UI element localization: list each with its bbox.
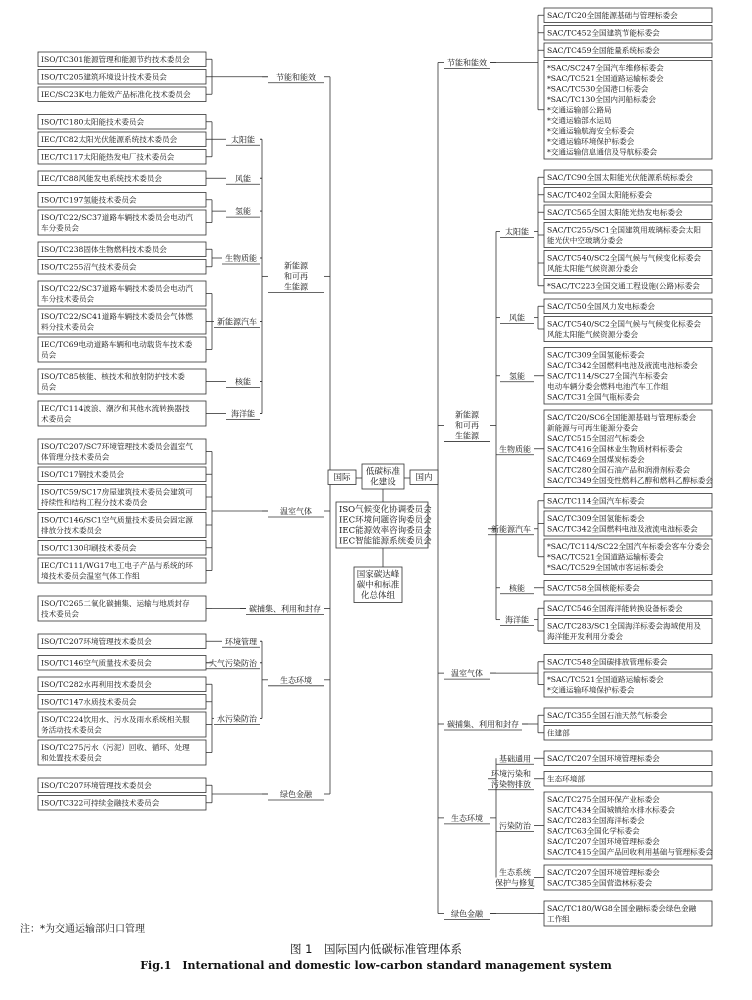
international-node — [328, 470, 356, 485]
right-category-4 — [444, 813, 490, 824]
box-text: ISO/TC275污水（污泥）回收、循环、处理 — [41, 742, 190, 752]
box-text: *SAC/TC530全国港口标委会 — [547, 84, 649, 94]
box-text: 低碳标准 — [365, 466, 401, 477]
box-text: *交通运输部公路局 — [547, 105, 612, 115]
box-text: 车分委员会 — [41, 223, 79, 233]
box-text: 电动车辆分委会燃料电池汽车工作组 — [547, 381, 669, 391]
box-text: SAC/TC548全国碳排放管理标委会 — [547, 657, 668, 667]
right-standard-box — [544, 61, 712, 160]
box-text: 车分技术委员会 — [41, 294, 95, 304]
box-text: SAC/TC469全国煤炭标委会 — [547, 454, 645, 464]
box-text: SAC/TC540/SC2全国气候与气候变化标委会 — [547, 319, 701, 329]
left-standard-box — [38, 558, 206, 583]
right-subcategory-1-6 — [500, 615, 534, 626]
left-standard-box — [38, 132, 206, 147]
label-text: 生态系统 — [499, 868, 531, 877]
box-text: IEC环境问题咨询委员会 — [339, 515, 432, 526]
box-text: SAC/TC515全国沼气标委会 — [547, 433, 645, 443]
left-standard-box — [38, 634, 206, 649]
right-subcategory-1-3 — [496, 444, 534, 455]
box-text: *交通运输航海安全标委会 — [547, 126, 635, 136]
label-text: 温室气体 — [280, 507, 312, 516]
box-text: SAC/TC283/SC1全国海洋标委会海域使用及 — [547, 621, 701, 631]
left-subcategory-1-1 — [226, 173, 260, 184]
left-category-1 — [268, 260, 324, 292]
box-text: SAC/TC434全国城镇给水排水标委会 — [547, 805, 675, 815]
right-category-2 — [444, 668, 490, 679]
footnote: 注：*为交通运输部归口管理 — [20, 924, 145, 935]
box-text: ISO/TC85核能、核技术和放射防护技术委 — [41, 371, 185, 381]
box-text: 术委员会 — [41, 414, 72, 424]
label-text: 生态环境 — [451, 813, 483, 823]
box-text: 技术委员会 — [41, 609, 79, 619]
box-text: ISO/TC265二氧化碳捕集、运输与地质封存 — [41, 598, 190, 608]
box-text: SAC/TC180/WG8全国金融标委会绿色金融 — [547, 903, 697, 913]
label-text: 风能 — [509, 313, 525, 323]
box-text: ISO/TC17钢技术委员会 — [41, 469, 125, 479]
right-category-0 — [444, 58, 490, 69]
box-text: 海洋能开发利用分委会 — [547, 631, 623, 641]
box-text: SAC/TC255/SC1全国建筑用玻璃标委会太阳 — [547, 225, 701, 235]
label-text: 和可再 — [284, 271, 308, 281]
left-standard-box — [38, 712, 206, 737]
label-text: 新能源 — [455, 410, 479, 420]
box-text: *交通运输部水运局 — [547, 115, 612, 125]
box-text: SAC/TC415全国产品回收利用基础与管理标委会 — [547, 847, 713, 857]
right-standard-box — [544, 792, 713, 859]
box-text: IEC/TC114波浪、潮汐和其他水流转换器技 — [41, 403, 190, 413]
right-standard-box — [544, 170, 712, 185]
right-subcategory-1-2 — [500, 371, 534, 382]
left-standard-box — [38, 337, 206, 362]
label-text: 新能源汽车 — [217, 317, 257, 327]
box-text: ISO/TC207/SC7环境管理技术委员会温室气 — [41, 441, 193, 451]
box-text: ISO/TC22/SC37道路车辆技术委员会电动汽 — [41, 212, 193, 222]
box-text: 住建部 — [547, 728, 570, 738]
left-subcategory-1-0 — [226, 134, 260, 145]
right-standard-box — [544, 188, 712, 203]
box-text: 排放分技术委员会 — [41, 525, 102, 535]
label-text: 绿色金融 — [451, 909, 483, 919]
label-text: 环境污染和 — [491, 769, 531, 779]
right-standard-box — [544, 494, 712, 509]
box-text: SAC/TC207全国环境管理标委会 — [547, 753, 660, 763]
left-standard-box — [38, 70, 206, 85]
left-standard-box — [38, 541, 206, 556]
box-text: ISO气候变化协调委员会 — [339, 504, 432, 515]
box-text: IEC/TC117太阳能热发电厂技术委员会 — [41, 152, 175, 162]
right-standard-box — [544, 772, 712, 787]
box-text: *SAC/TC130全国内河船标委会 — [547, 94, 656, 104]
left-standard-box — [38, 260, 206, 275]
right-standard-box — [544, 708, 712, 723]
right-standard-box — [544, 299, 712, 314]
left-category-5 — [268, 789, 324, 800]
left-standard-box — [38, 596, 206, 621]
box-text: SAC/TC452全国建筑节能标委会 — [547, 28, 660, 38]
label-text: 污染防治 — [499, 821, 531, 831]
box-text: 碳中和标准 — [356, 580, 400, 591]
label-text: 新能源 — [284, 261, 308, 271]
box-text: *交通运输环境保护标委会 — [547, 685, 635, 695]
label-text: 生态环境 — [280, 675, 312, 685]
box-text: SAC/TC565全国太阳能光热发电标委会 — [547, 207, 683, 217]
right-subcategory-4-1 — [488, 768, 534, 790]
left-category-2 — [268, 506, 324, 517]
label-text: 大气污染防治 — [209, 658, 257, 668]
left-subcategory-4-0 — [222, 636, 260, 647]
box-text: SAC/TC385全国营造林标委会 — [547, 878, 653, 888]
box-text: *交通运输环境保护标委会 — [547, 136, 635, 146]
box-text: ISO/TC322可持续金融技术委员会 — [41, 798, 160, 808]
left-standard-box — [38, 656, 206, 671]
box-text: SAC/TC309全国氢能标委会 — [547, 513, 645, 523]
right-standard-box — [544, 751, 712, 766]
box-text: 化建设 — [370, 477, 396, 488]
box-text: ISO/TC301能源管理和能源节约技术委员会 — [41, 54, 190, 64]
box-text: 持续性和结构工程分技术委员会 — [41, 497, 148, 507]
domestic-node — [410, 470, 438, 485]
left-standard-box — [38, 401, 206, 426]
box-text: SAC/TC540/SC2全国气候与气候变化标委会 — [547, 253, 701, 263]
figure-caption-en: Fig.1 International and domestic low-carbon standard management system — [140, 959, 612, 972]
label-text: 保护与修复 — [495, 878, 535, 888]
box-text: SAC/TC402全国太阳能标委会 — [547, 190, 653, 200]
box-text: SAC/TC114/SC27全国汽车标委会 — [547, 371, 668, 381]
box-text: 风能太阳能气候资源分委会 — [547, 263, 639, 273]
left-standard-box — [38, 309, 206, 334]
right-standard-box — [544, 511, 712, 536]
box-text: IEC智能能源系统委员会 — [339, 536, 432, 547]
right-standard-box — [544, 539, 712, 575]
box-text: ISO/TC282水再利用技术委员会 — [41, 679, 152, 689]
right-category-3 — [444, 719, 522, 730]
box-text: 风能太阳能气候资源分委会 — [547, 329, 639, 339]
box-text: SAC/TC207全国环境管理标委会 — [547, 867, 660, 877]
box-text: 新能源与可再生能源分委会 — [547, 423, 639, 433]
label-text: 基础通用 — [499, 754, 531, 764]
right-standard-box — [544, 672, 712, 697]
left-standard-box — [38, 467, 206, 482]
box-text: ISO/TC255沼气技术委员会 — [41, 262, 137, 272]
right-standard-box — [544, 348, 712, 405]
right-standard-box — [544, 619, 712, 644]
box-text: SAC/TC50全国风力发电标委会 — [547, 301, 655, 311]
box-text: IEC/TC69电动道路车辆和电动载货车技术委 — [41, 339, 193, 349]
box-text: SAC/TC31全国气瓶标委会 — [547, 392, 640, 402]
label-text: 生能源 — [455, 431, 479, 441]
box-text: *SAC/TC114/SC22全国汽车标委会客车分委会 — [547, 541, 710, 551]
box-text: ISO/TC130印刷技术委员会 — [41, 543, 137, 553]
label-text: 海洋能 — [231, 409, 255, 419]
right-subcategory-1-4 — [488, 524, 534, 535]
box-text: ISO/TC147水质技术委员会 — [41, 697, 137, 707]
box-text: SAC/TC20全国能源基础与管理标委会 — [547, 10, 678, 20]
box-text: 体管理分技术委员会 — [41, 452, 110, 462]
box-text: *SAC/TC521全国道路运输标委会 — [547, 552, 664, 562]
left-subcategory-1-6 — [226, 409, 260, 420]
left-standard-box — [38, 115, 206, 130]
right-standard-box — [544, 8, 712, 23]
box-text: ISO/TC224饮用水、污水及雨水系统相关服 — [41, 714, 190, 724]
right-standard-box — [544, 317, 712, 342]
left-standard-box — [38, 740, 206, 765]
right-standard-box — [544, 581, 712, 596]
left-subcategory-1-3 — [222, 253, 260, 264]
box-text: SAC/TC90全国太阳能光伏能源系统标委会 — [547, 172, 693, 182]
left-subcategory-1-2 — [226, 206, 260, 217]
right-standard-box — [544, 251, 712, 276]
box-text: IEC/TC111/WG17电工电子产品与系统的环 — [41, 560, 193, 570]
box-text: IEC/TC88风能发电系统技术委员会 — [41, 173, 162, 183]
box-text: *SAC/SC247全国汽车维修标委会 — [547, 63, 664, 73]
label-text: 海洋能 — [505, 615, 529, 625]
right-standard-box — [544, 601, 712, 616]
box-text: SAC/TC309全国氢能标委会 — [547, 350, 645, 360]
right-standard-box — [544, 655, 712, 670]
box-text: 国家碳达峰 — [356, 569, 400, 580]
left-standard-box — [38, 87, 206, 102]
box-text: 务活动技术委员会 — [41, 725, 102, 735]
label-text: 污染物排放 — [491, 779, 531, 789]
label-text: 节能和能效 — [276, 72, 316, 82]
right-standard-box — [544, 26, 712, 41]
right-standard-box — [544, 43, 712, 58]
left-standard-box — [38, 439, 206, 464]
left-subcategory-4-1 — [206, 658, 260, 669]
box-text: IEC/TC82太阳光伏能源系统技术委员会 — [41, 134, 178, 144]
left-standard-box — [38, 242, 206, 257]
left-subcategory-1-5 — [226, 377, 260, 388]
right-standard-box — [544, 726, 712, 741]
left-standard-box — [38, 193, 206, 208]
box-text: 工作组 — [547, 914, 570, 924]
box-text: SAC/TC342全国燃料电池及液流电池标委会 — [547, 360, 698, 370]
box-text: 境技术委员会温室气体工作组 — [41, 571, 140, 581]
box-text: SAC/TC355全国石油天然气标委会 — [547, 710, 668, 720]
figure-caption-cn: 图 1 国际国内低碳标准管理体系 — [290, 942, 462, 956]
box-text: ISO/TC59/SC17房屋建筑技术委员会建筑可 — [41, 487, 193, 497]
label-text: 节能和能效 — [447, 58, 487, 68]
left-category-0 — [268, 72, 324, 83]
box-text: 生态环境部 — [547, 774, 585, 784]
box-text: ISO/TC207环境管理技术委员会 — [41, 636, 152, 646]
box-text: *交通运输信息通信及导航标委会 — [547, 147, 658, 157]
box-text: SAC/TC63全国化学标委会 — [547, 826, 640, 836]
box-text: IEC能源效率咨询委员会 — [339, 525, 432, 536]
box-text: SAC/TC342全国燃料电池及液流电池标委会 — [547, 524, 698, 534]
right-subcategory-4-0 — [496, 753, 534, 764]
right-category-5 — [444, 909, 490, 920]
box-text: SAC/TC275全国环保产业标委会 — [547, 794, 660, 804]
label-text: 氢能 — [509, 371, 525, 381]
right-standard-box — [544, 901, 712, 926]
right-subcategory-4-3 — [495, 867, 535, 889]
label-text: 太阳能 — [505, 227, 529, 237]
label-text: 核能 — [235, 377, 251, 387]
right-standard-box — [544, 410, 713, 488]
right-standard-box — [544, 223, 712, 248]
box-text: 员会 — [41, 382, 57, 392]
left-standard-box — [38, 796, 206, 811]
box-text: 国际 — [333, 472, 351, 483]
left-standard-box — [38, 695, 206, 710]
box-text: 能光伏中空玻璃分委会 — [547, 235, 623, 245]
box-text: 化总体组 — [360, 590, 396, 601]
box-text: 料分技术委员会 — [41, 322, 95, 332]
box-text: SAC/TC58全国核能标委会 — [547, 583, 640, 593]
box-text: *SAC/TC521全国道路运输标委会 — [547, 73, 664, 83]
box-text: 国内 — [415, 472, 433, 483]
box-text: SAC/TC349全国变性燃料乙醇和燃料乙醇标委会 — [547, 475, 713, 485]
label-text: 水污染防治 — [217, 714, 257, 724]
box-text: ISO/TC238固体生物燃料技术委员会 — [41, 244, 167, 254]
box-text: ISO/TC205建筑环境设计技术委员会 — [41, 72, 167, 82]
left-standard-box — [38, 52, 206, 67]
left-standard-box — [38, 778, 206, 793]
box-text: ISO/TC146空气质量技术委员会 — [41, 658, 152, 668]
label-text: 生能源 — [284, 282, 308, 292]
label-text: 氢能 — [235, 207, 251, 217]
left-standard-box — [38, 369, 206, 394]
right-subcategory-1-1 — [500, 313, 534, 324]
box-text: SAC/TC459全国能量系统标委会 — [547, 45, 660, 55]
label-text: 太阳能 — [231, 135, 255, 145]
box-text: ISO/TC146/SC1空气质量技术委员会固定源 — [41, 515, 193, 525]
left-standard-box — [38, 171, 206, 186]
label-text: 碳捕集、利用和封存 — [447, 720, 519, 729]
box-text: *SAC/TC223全国交通工程设施(公路)标委会 — [547, 281, 700, 291]
box-text: *SAC/TC521全国道路运输标委会 — [547, 674, 664, 684]
left-standard-box — [38, 281, 206, 306]
box-text: SAC/TC280全国石油产品和润滑剂标委会 — [547, 465, 691, 475]
box-text: ISO/TC180太阳能技术委员会 — [41, 117, 145, 127]
label-text: 绿色金融 — [280, 790, 312, 799]
national-carbon-peak-neutrality-group — [354, 567, 402, 603]
box-text: ISO/TC22/SC37道路车辆技术委员会电动汽 — [41, 283, 193, 293]
right-category-1 — [444, 410, 490, 442]
right-standard-box — [544, 865, 712, 890]
box-text: *SAC/TC529全国城市客运标委会 — [547, 562, 664, 572]
low-carbon-standardization-node — [362, 464, 404, 489]
left-subcategory-1-4 — [214, 317, 260, 328]
label-text: 环境管理 — [225, 637, 257, 647]
right-subcategory-1-5 — [500, 583, 534, 594]
left-standard-box — [38, 513, 206, 538]
box-text: ISO/TC22/SC41道路车辆技术委员会气体燃 — [41, 311, 193, 321]
label-text: 风能 — [235, 174, 251, 184]
box-text: IEC/SC23K电力能效产品标准化技术委员会 — [41, 89, 191, 99]
left-standard-box — [38, 150, 206, 165]
label-text: 和可再 — [455, 421, 479, 431]
label-text: 核能 — [509, 583, 525, 593]
right-standard-box — [544, 279, 712, 294]
right-subcategory-1-0 — [500, 227, 534, 238]
box-text: SAC/TC20/SC6全国能源基础与管理标委会 — [547, 412, 697, 422]
box-text: SAC/TC283全国海洋标委会 — [547, 815, 645, 825]
label-text: 生物质能 — [499, 444, 531, 454]
label-text: 碳捕集、利用和封存 — [249, 604, 321, 614]
box-text: SAC/TC114全国汽车标委会 — [547, 496, 645, 506]
label-text: 新能源汽车 — [491, 524, 531, 534]
box-text: ISO/TC197氢能技术委员会 — [41, 195, 137, 205]
right-subcategory-4-2 — [496, 821, 534, 832]
box-text: SAC/TC207全国环境管理标委会 — [547, 836, 660, 846]
left-subcategory-4-2 — [214, 713, 260, 724]
box-text: 员会 — [41, 350, 57, 360]
left-standard-box — [38, 677, 206, 692]
right-standard-box — [544, 205, 712, 220]
left-standard-box — [38, 210, 206, 235]
label-text: 生物质能 — [225, 254, 257, 263]
international-coordination-committees — [336, 502, 432, 548]
box-text: SAC/TC546全国海洋能转换设备标委会 — [547, 603, 683, 613]
box-text: SAC/TC416全国林业生物质材料标委会 — [547, 444, 683, 454]
left-category-4 — [268, 675, 324, 686]
label-text: 温室气体 — [451, 669, 483, 679]
box-text: 和处置技术委员会 — [41, 753, 102, 763]
box-text: ISO/TC207环境管理技术委员会 — [41, 780, 152, 790]
left-standard-box — [38, 485, 206, 510]
left-category-3 — [246, 604, 324, 615]
